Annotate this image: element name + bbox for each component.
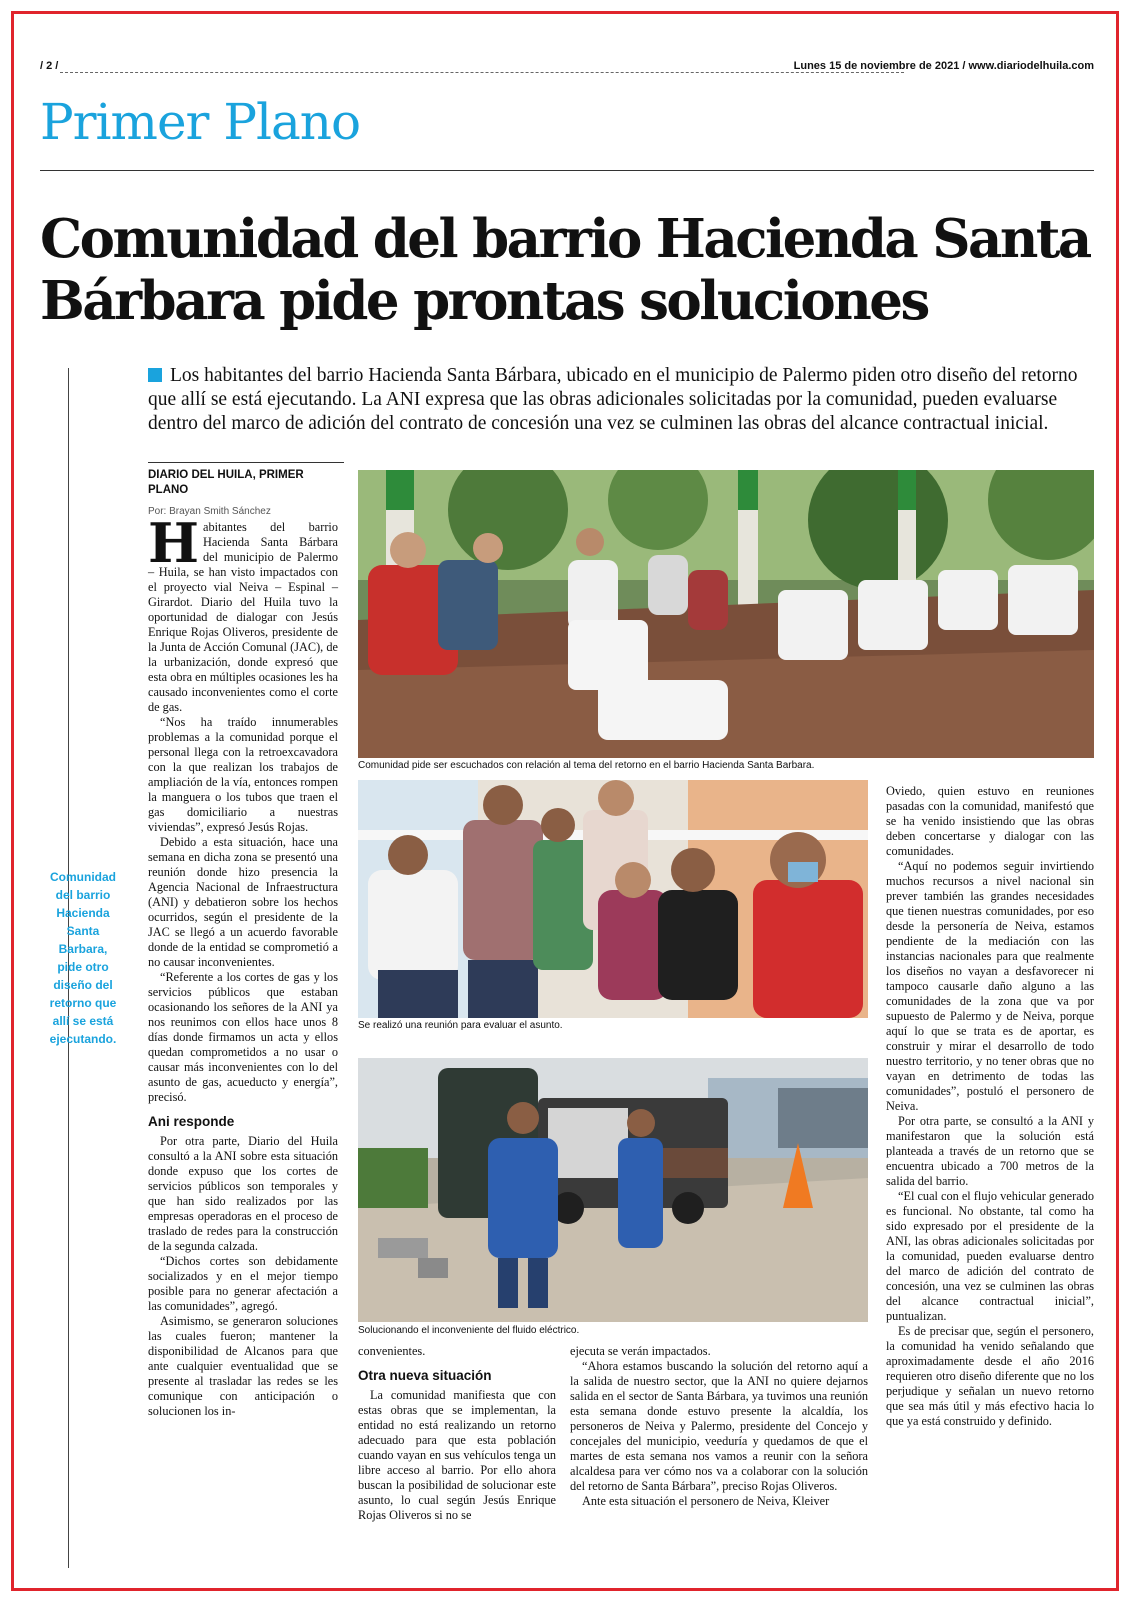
paragraph: Oviedo, quien estuvo en reuniones pasadas con la comunidad, manifestó que se ha venido insistiendo que las obras deben concertarse y dialogar con las comunidades. bbox=[886, 784, 1094, 858]
lead-square-icon bbox=[148, 368, 162, 382]
date-website: Lunes 15 de noviembre de 2021 / www.diariodelhuila.com bbox=[793, 60, 1094, 72]
subheading: Ani responde bbox=[148, 1114, 235, 1129]
paragraph: Ante esta situación el personero de Neiva, Kleiver bbox=[582, 1494, 830, 1508]
paragraph: Es de precisar que, según el personero, la comunidad ha venido señalando que aproximadamente desde el año 2016 requieren otro diseño diferente que no los perjudique y señalan un nuevo retorno que sea más útil y más efectivo hacia lo que ya está construido y definido. bbox=[886, 1324, 1094, 1428]
paragraph: “El cual con el flujo vehicular generado es funcional. No obstante, tal como ha sido expresado por el presidente de la ANI, las obras adicionales solicitadas por la comunidad, pueden evaluarse dentro del marco de adición del contrato de concesión, una vez se culminen las obras del alcance contractual inicial”, puntualizan. bbox=[886, 1189, 1094, 1323]
paragraph: “Nos ha traído innumerables problemas a la comunidad porque el personal llega con la retroexcavadora con la que realizan los trabajos de ampliación de la vía, entonces rompen la manguera o los tubos que traen el gas domiciliario a nuestras viviendas”, expresó Jesús Rojas. bbox=[148, 715, 338, 834]
subheading: Otra nueva situación bbox=[358, 1368, 492, 1383]
photo-caption: Se realizó una reunión para evaluar el asunto. bbox=[358, 1020, 563, 1031]
paragraph: “Aquí no podemos seguir invirtiendo muchos recursos a nivel nacional sin prever también las grandes necesidades que tienen nuestras comunidades, por eso desde la personería de Neiva, estamos pendiente de la mediación con las instancias nacionales para que realmente los diseños no vayan a desfavorecer ni tampoco causarle daño alguno a las comunidades de la zona que va por supuesto de Palermo y de Neiva, porque aquí lo que se trata es de aportar, es construir y mirar el desarrollo de todo nuestro territorio, y no tener obras que no vayan en detrimento de todas las comunidades”, postuló el personero de Neiva. bbox=[886, 859, 1094, 1113]
paragraph: La comunidad manifiesta que con estas obras que se implementan, la entidad no está realizando un retorno adecuado para que esta población cuando vayan en sus vehículos tenga un libre acceso al barrio. Por ello ahora buscan la posibilidad de solucionar este asunto, lo cual según Jesús Enrique Rojas Oliveros si no se bbox=[358, 1388, 556, 1522]
photo-meeting-group bbox=[358, 780, 868, 1018]
photo-community-meeting bbox=[358, 470, 1094, 758]
paragraph: Por otra parte, se consultó a la ANI y manifestaron que la solución está planteada a través de un retorno que se encuentra ubicado a 700 metros de la salida del barrio. bbox=[886, 1114, 1094, 1188]
paragraph: “Ahora estamos buscando la solución del retorno aquí a la salida de nuestro sector, que la ANI no quiere dejarnos salida en el sector de Santa Bárbara, ya tuvimos una reunión esta semana donde estuvo presente la alcaldía, los personeros de Neiva y Palermo, presidente del Concejo y concejales del municipio, veeduría y quedamos de que el martes de esta semana nos vamos a reunir con la señora alcaldesa para ver cómo nos va a colaborar con la solución del retorno de Santa Bárbara”, preciso Rojas Oliveros. bbox=[570, 1359, 868, 1493]
article-lead bbox=[148, 364, 1098, 436]
byline: DIARIO DEL HUILA, PRIMER PLANO bbox=[148, 469, 304, 496]
paragraph: convenientes. bbox=[358, 1344, 426, 1358]
paragraph: ejecuta se verán impactados. bbox=[570, 1344, 711, 1358]
column-2 bbox=[358, 1344, 556, 1523]
paragraph: Debido a esta situación, hace una semana en dicha zona se presentó una reunión donde hizo presencia la Agencia Nacional de Infraestructura (ANI) y debatieron sobre los hechos ocurridos, según el presidente de la JAC se llegó a un acuerdo favorable donde de la entidad se comprometió a no causar inconvenientes. bbox=[148, 835, 338, 969]
lead-text: Los habitantes del barrio Hacienda Santa Bárbara, ubicado en el municipio de Palermo piden otro diseño del retorno que allí se está ejecutando. La ANI expresa que las obras adicionales solicitadas por la comunidad, pueden evaluarse dentro del marco de adición del contrato de concesión una vez se culminen las obras del alcance contractual inicial. bbox=[148, 365, 1078, 434]
byline-divider bbox=[148, 462, 344, 463]
paragraph: Asimismo, se generaron soluciones las cuales fueron; mantener la disponibilidad de Alcanos para que ante cualquier eventualidad que se presente al trasladar las redes se les comunique con anticipación o solucionen los in- bbox=[148, 1314, 338, 1418]
page-header bbox=[40, 60, 1094, 78]
drop-cap: H bbox=[148, 511, 200, 575]
paragraph: “Dichos cortes son debidamente socializados y en el mejor tiempo posible para no generar afectación a las comunidades”, agregó. bbox=[148, 1254, 338, 1313]
photo-caption: Solucionando el inconveniente del fluido eléctrico. bbox=[358, 1325, 580, 1336]
pull-quote: Comunidad del barrio Hacienda Santa Barbara, pide otro diseño del retorno que allí se está ejecutando. bbox=[49, 870, 117, 1046]
column-3 bbox=[570, 1344, 868, 1509]
column-4 bbox=[886, 784, 1094, 1429]
paragraph: Por otra parte, Diario del Huila consultó a la ANI sobre esta situación donde expuso que los cortes de servicios públicos son temporales y que han sido realizados por las empresas operadoras en el proceso de traslado de redes para la construcción de la segunda calzada. bbox=[148, 1134, 338, 1253]
section-divider bbox=[40, 170, 1094, 171]
page-number: / 2 / bbox=[40, 60, 59, 72]
photo-caption: Comunidad pide ser escuchados con relación al tema del retorno en el barrio Hacienda Santa Barbara. bbox=[358, 760, 815, 771]
paragraph: “Referente a los cortes de gas y los servicios públicos que estaban ocasionando los señores de la ANI ya nos reunimos con ellos hace unos 8 días donde firmamos un acta y ellos quedan comprometidos a no usar o causar más inconvenientes con lo del asunto de gas, acueducto y energía”, precisó. bbox=[148, 970, 338, 1104]
section-title: Primer Plano bbox=[40, 93, 361, 151]
paragraph: Habitantes del barrio Hacienda Santa Bárbara del municipio de Palermo – Huila, se han visto impactados con el proyecto vial Neiva – Espinal – Girardot. Diario del Huila tuvo la oportunidad de dialogar con Jesús Enrique Rojas Oliveros, presidente de la Junta de Acción Comunal (JAC), de la urbanización, donde expresó que esta obra en múltiples ocasiones les ha causado inconvenientes como el corte de gas. bbox=[148, 511, 338, 714]
photo-electric-repair bbox=[358, 1058, 868, 1322]
author: Por: Brayan Smith Sánchez bbox=[148, 506, 271, 517]
header-divider bbox=[60, 72, 904, 73]
article-headline: Comunidad del barrio Hacienda Santa Bárbara pide prontas soluciones bbox=[40, 208, 1090, 332]
